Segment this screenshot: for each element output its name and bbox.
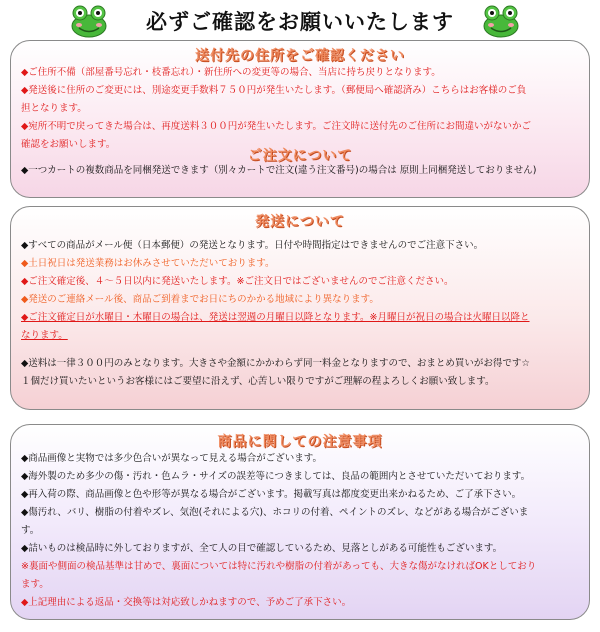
notice-line: ます。 [21, 579, 49, 590]
section-heading: 送付先の住所をご確認ください [195, 48, 405, 64]
notice-line: ◆ご注文確定日が水曜日・木曜日の場合は、発送は翌週の月曜日以降となります。※月曜日が祝日の場合は火曜日以降と [21, 312, 530, 323]
section-subheading: ご注文について [247, 148, 353, 164]
frog-icon [482, 4, 520, 38]
section-heading: 発送について [255, 214, 345, 230]
notice-line: ◆送料は一律３００円のみとなります。大きさや金額にかかわらず同一料金となりますので、おまとめ買いがお得です☆ [21, 358, 530, 369]
notice-line: ◆発送のご連絡メール後、商品ご到着までお日にちのかかる地域により異なります。 [21, 294, 379, 305]
notice-line: ◆ご住所不備（部屋番号忘れ・枝番忘れ）・新住所への変更等の場合、当店に持ち戻りとなります。 [21, 67, 441, 78]
notice-line: ◆すべての商品がメール便（日本郵便）の発送となります。日付や時間指定はできませんのでご注意下さい。 [21, 240, 484, 251]
notice-line: ◆発送後に住所のご変更には、別途変更手数料７５０円が発生いたします。（郵便局へ確認済み）こちらはお客様のご負 [21, 85, 527, 96]
notice-line: ◆再入荷の際、商品画像と色や形等が異なる場合がございます。掲載写真は都度変更出来かねるため、ご了承下さい。 [21, 489, 522, 500]
notice-line: ◆宛所不明で戻ってきた場合は、再度送料３００円が発生いたします。ご注文時に送付先のご住所にお間違いがないかご [21, 121, 532, 132]
notice-line: ◆詰いものは検品時に外しておりますが、全て人の目で確認しているため、見落としがある可能性もございます。 [21, 543, 503, 554]
address-notice-panel [10, 40, 590, 198]
notice-line: ◆海外製のため多少の傷・汚れ・色ムラ・サイズの誤差等につきましては、良品の範囲内とさせていただいております。 [21, 471, 531, 482]
notice-line: ◆一つカートの複数商品を同梱発送できます（別々カートで注文(違う注文番号)の場合は 原則上同梱発送しておりません) [21, 165, 537, 176]
notice-line: ◆ご注文確定後、４～５日以内に発送いたします。※ご注文日ではございませんのでご注意ください。 [21, 276, 454, 287]
notice-line: ※裏面や側面の検品基準は甘めで、裏面については特に汚れや樹脂の付着があっても、大きな傷がなければOKとしており [21, 561, 537, 572]
shipping-notice-panel [10, 206, 590, 410]
notice-line: １個だけ買いたいというお客様にはご要望に沿えず、心苦しい限りですがご理解の程よろしくお願い致します。 [21, 376, 495, 387]
section-heading: 商品に関しての注意事項 [217, 434, 383, 450]
notice-line: 担となります。 [21, 103, 87, 114]
notice-line: ◆土日祝日は発送業務はお休みさせていただいております。 [21, 258, 275, 269]
notice-line: ◆上記理由による返品・交換等は対応致しかねますので、予めご了承下さい。 [21, 597, 352, 608]
notice-line: なります。 [21, 330, 68, 341]
header [0, 0, 600, 40]
notice-line: ◆傷汚れ、バリ、樹脂の付着やズレ、気泡(それによる穴)、ホコリの付着、ペイントのズレ、などがある場合がございま [21, 507, 529, 518]
page-title: 必ずご確認をお願いいたします [146, 10, 454, 34]
notice-line: ◆商品画像と実物では多少色合いが異なって見える場合がございます。 [21, 453, 323, 464]
product-notice-panel [10, 424, 590, 620]
notice-line: 確認をお願いします。 [21, 139, 116, 150]
notice-line: す。 [21, 525, 40, 536]
